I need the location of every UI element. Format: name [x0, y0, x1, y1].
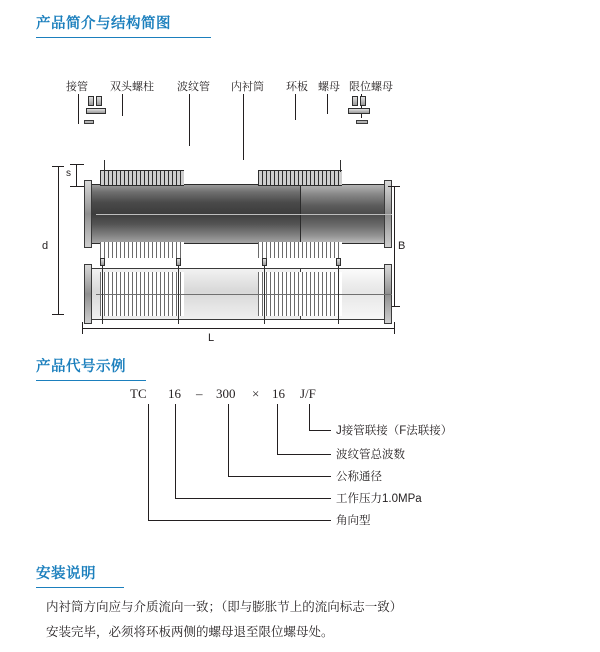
leader-line-3	[189, 94, 190, 146]
tie-rod-upper-2	[340, 160, 341, 172]
leader-line-4	[243, 94, 244, 160]
code-token-dash: –	[196, 386, 203, 401]
leader-line-6	[327, 94, 328, 114]
dimension-tick-L-right	[394, 322, 395, 334]
dimension-line-d	[58, 166, 59, 314]
code-token-prefix: TC	[130, 386, 147, 401]
dimension-line-L	[82, 328, 394, 329]
lower-end-flange-left	[84, 264, 92, 324]
code-note-1: J接管联接（F法联接）	[336, 425, 453, 437]
leader-line-5	[295, 94, 296, 120]
ring-plate-detail-right	[348, 108, 370, 114]
section-install-underline	[36, 587, 124, 588]
code-note-3: 公称通径	[336, 471, 382, 483]
section-structure-underline	[36, 37, 211, 38]
code-token-times: ×	[252, 386, 260, 401]
code-leader-h-4	[175, 498, 331, 499]
code-leader-v-5	[148, 404, 149, 520]
code-leader-v-3	[228, 404, 229, 476]
callout-label-5: 环板	[286, 81, 308, 93]
callout-label-4: 内衬筒	[231, 81, 264, 93]
section-structure-title: 产品简介与结构简图	[36, 16, 171, 32]
code-leader-h-5	[148, 520, 331, 521]
install-instructions	[46, 598, 566, 648]
structure-diagram	[0, 60, 600, 350]
lower-tie-rod-3	[264, 266, 265, 324]
lower-tie-rod-2	[178, 266, 179, 324]
leader-line-2	[122, 94, 123, 116]
install-line-2: 安装完毕，必须将环板两侧的螺母退至限位螺母处。	[46, 624, 334, 639]
ring-plate-detail-left	[86, 108, 106, 114]
code-note-2: 波纹管总波数	[336, 449, 405, 461]
code-note-4: 工作压力1.0MPa	[336, 493, 422, 505]
bellows-upper-left-bottom	[100, 242, 184, 258]
section-install-header	[36, 562, 124, 588]
dimension-tick-d-bottom	[52, 314, 64, 315]
callout-label-6: 螺母	[318, 81, 340, 93]
lower-nut-2	[176, 258, 181, 266]
tie-rod-upper-1	[104, 160, 105, 172]
install-line-1: 内衬筒方向应与介质流向一致；（即与膨胀节上的流向标志一致）	[46, 600, 403, 614]
section-structure-header	[36, 12, 211, 38]
code-leader-h-3	[228, 476, 331, 477]
bellows-upper-left-top	[100, 170, 184, 186]
upper-flange-left-top	[84, 120, 94, 124]
nut-detail-b	[96, 96, 102, 106]
nut-detail-d	[360, 96, 366, 106]
lower-tie-rod-1	[102, 266, 103, 324]
code-leader-v-1	[309, 404, 310, 430]
dimension-tick-s-bottom	[70, 186, 84, 187]
callout-label-7: 限位螺母	[349, 81, 393, 93]
lower-nut-4	[336, 258, 341, 266]
dimension-label-s: s	[66, 168, 71, 179]
dimension-tick-s-top	[70, 164, 84, 165]
code-token-connection: J/F	[300, 386, 316, 401]
code-leader-v-2	[277, 404, 278, 454]
nut-detail-c	[352, 96, 358, 106]
code-leader-h-1	[309, 430, 331, 431]
code-leader-v-4	[175, 404, 176, 498]
dimension-label-L: L	[208, 332, 215, 344]
code-leader-h-2	[277, 454, 331, 455]
dimension-tick-L-left	[82, 322, 83, 334]
callout-label-3: 波纹管	[177, 81, 210, 93]
bellows-upper-right-bottom	[258, 242, 342, 258]
lower-tie-rod-4	[338, 266, 339, 324]
dimension-label-B: B	[398, 240, 406, 252]
upper-flange-right-top	[356, 120, 368, 124]
bellows-upper-right-top	[258, 170, 342, 186]
dimension-label-d: d	[42, 240, 49, 252]
callout-label-1: 接管	[66, 81, 88, 93]
dimension-line-s	[76, 164, 77, 186]
callout-label-2: 双头螺柱	[110, 81, 154, 93]
dimension-line-B	[394, 186, 395, 306]
section-code-title: 产品代号示例	[36, 359, 126, 375]
centerline-lower	[96, 294, 392, 295]
code-token-pressure: 16	[168, 386, 181, 401]
product-code-diagram	[0, 378, 600, 538]
nut-detail-a	[88, 96, 94, 106]
upper-end-flange-left	[84, 180, 92, 248]
leader-line-1	[78, 94, 79, 124]
dimension-tick-B-top	[388, 186, 400, 187]
lower-nut-1	[100, 258, 105, 266]
code-token-diameter: 300	[216, 386, 236, 401]
code-note-5: 角向型	[336, 515, 371, 527]
section-install-title: 安装说明	[36, 566, 96, 582]
lower-nut-3	[262, 258, 267, 266]
dimension-tick-d-top	[52, 166, 64, 167]
centerline-upper	[96, 214, 392, 215]
code-token-waves: 16	[272, 386, 285, 401]
